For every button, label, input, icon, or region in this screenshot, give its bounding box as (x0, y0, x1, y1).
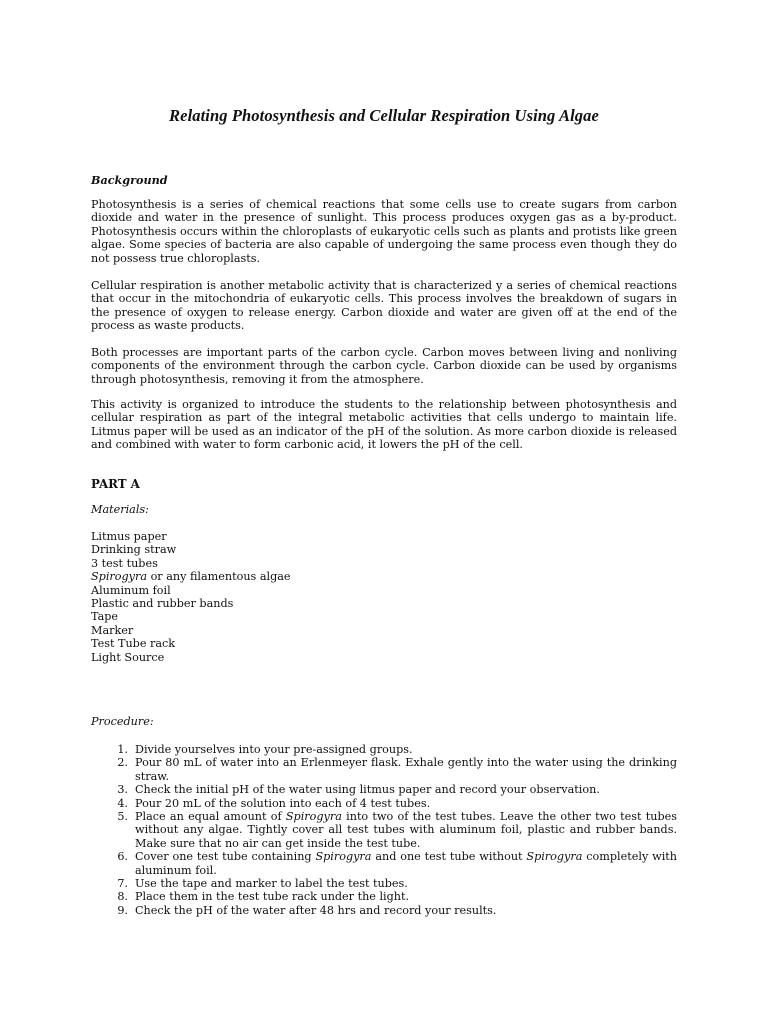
step-number: 1. (117, 743, 128, 756)
procedure-step (108, 797, 677, 810)
step-text: Pour 80 mL of water into an Erlenmeyer flask. Exhale gently into the water using the drinking straw. (135, 756, 677, 783)
procedure-step (108, 756, 677, 783)
step-number: 8. (117, 890, 128, 904)
step-text: and one test tube without (371, 850, 527, 864)
procedure-step (108, 810, 677, 850)
step-text: Pour 20 mL of the solution into each of 4 test tubes. (135, 796, 431, 810)
step-number: 2. (117, 756, 128, 770)
step-italic-text: Spirogyra (526, 850, 583, 864)
material-italic-prefix: Spirogyra (91, 570, 147, 584)
step-text: Place an equal amount of (135, 810, 286, 824)
step-text: Use the tape and marker to label the test tubes. (135, 877, 408, 891)
paragraph-carbon-cycle: Both processes are important parts of the carbon cycle. Carbon moves between living and nonliving components of the environment through the carbon cycle. Carbon dioxide can be used by organisms through photosynthesis, removing it from the atmosphere. (91, 346, 677, 386)
material-item: Test Tube rack (91, 637, 176, 651)
procedure-step (108, 743, 677, 756)
material-item: Marker (91, 623, 134, 637)
step-number: 7. (117, 877, 128, 891)
document-title: Relating Photosynthesis and Cellular Respiration Using Algae (169, 106, 599, 125)
step-number: 3. (117, 783, 128, 797)
materials-heading: Materials: (91, 503, 149, 516)
step-text: completely with aluminum foil. (135, 850, 677, 877)
step-text: into two of the test tubes. Leave the other two test tubes without any algae. Tightly cover all test tubes with aluminum foil, plastic and rubber bands. Make sure that no air can get inside the test tube. (135, 810, 677, 850)
step-text: Cover one test tube containing (135, 850, 316, 864)
paragraph-activity-purpose: This activity is organized to introduce the students to the relationship between photosynthesis and cellular respiration as part of the integral metabolic activities that cells undergo to maintain life. Litmus paper will be used as an indicator of the pH of the solution. As more carbon dioxide is released and combined with water to form carbonic acid, it lowers the pH of the cell. (91, 398, 677, 452)
material-item: Plastic and rubber bands (91, 597, 234, 611)
material-item: Tape (91, 610, 119, 624)
paragraph-photosynthesis: Photosynthesis is a series of chemical reactions that some cells use to create sugars from carbon dioxide and water in the presence of sunlight. This process produces oxygen gas as a by-product. Photosynthesis occurs within the chloroplasts of eukaryotic cells such as plants and protists like green algae. Some species of bacteria are also capable of undergoing the same process even though they do not possess true chloroplasts. (91, 198, 677, 265)
procedure-heading: Procedure: (91, 715, 154, 728)
material-item (91, 570, 291, 583)
step-text: Check the initial pH of the water using litmus paper and record your observation. (135, 783, 600, 797)
material-item: Light Source (91, 650, 165, 664)
materials-list (91, 530, 291, 664)
material-item-text: or any filamentous algae (150, 570, 291, 584)
step-text: Check the pH of the water after 48 hrs and record your results. (135, 903, 497, 917)
procedure-step (108, 877, 677, 890)
material-item: 3 test tubes (91, 556, 158, 570)
material-item: Litmus paper (91, 530, 167, 543)
step-number: 9. (117, 903, 128, 917)
step-number: 5. (117, 810, 128, 824)
procedure-step (108, 890, 677, 903)
material-item: Drinking straw (91, 543, 177, 557)
background-heading: Background (91, 173, 168, 187)
procedure-step (108, 850, 677, 877)
procedure-list (108, 743, 677, 917)
part-a-heading: PART A (91, 477, 140, 491)
material-item: Aluminum foil (91, 583, 171, 597)
step-number: 4. (117, 796, 128, 810)
paragraph-cellular-respiration: Cellular respiration is another metabolic activity that is characterized y a series of chemical reactions that occur in the mitochondria of eukaryotic cells. This process involves the breakdown of sugars in the presence of oxygen to release energy. Carbon dioxide and water are given off at the end of the process as waste products. (91, 279, 677, 333)
step-text: Place them in the test tube rack under the light. (135, 890, 410, 904)
step-number: 6. (117, 850, 128, 864)
procedure-step (108, 783, 677, 796)
step-italic-text: Spirogyra (285, 810, 342, 824)
step-text: Divide yourselves into your pre-assigned groups. (135, 743, 413, 756)
procedure-step (108, 904, 677, 917)
step-italic-text: Spirogyra (315, 850, 372, 864)
